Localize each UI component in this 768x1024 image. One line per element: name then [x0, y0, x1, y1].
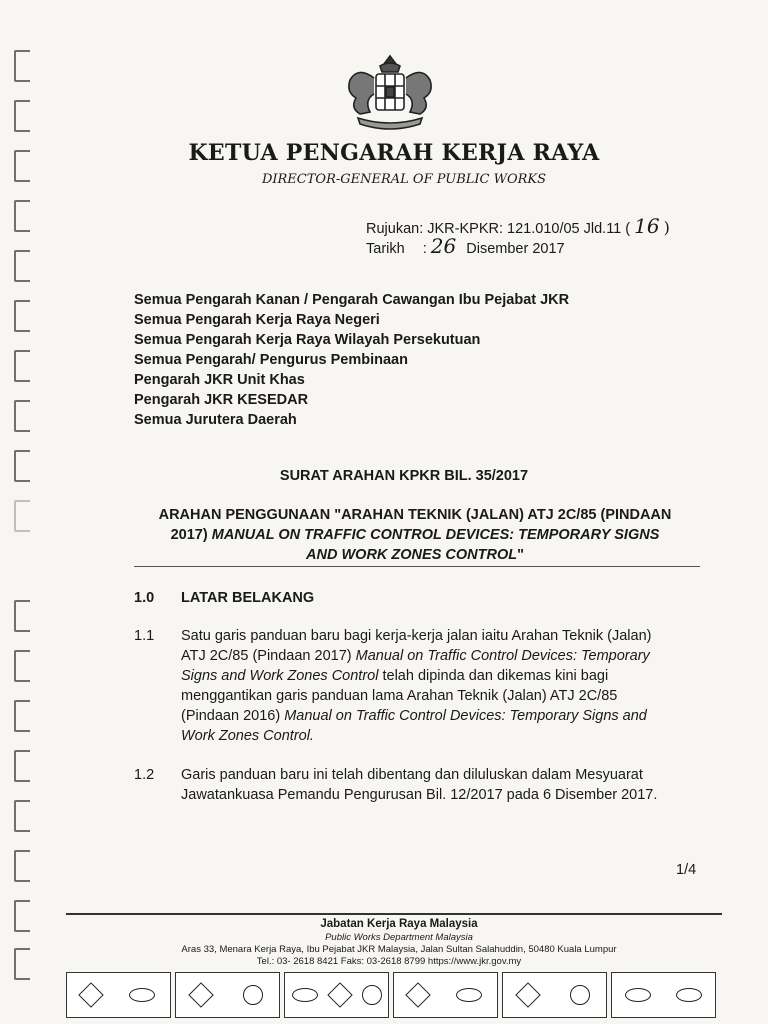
- subject: [130, 505, 700, 565]
- recipient-item: Semua Pengarah Kerja Raya Negeri: [134, 312, 380, 328]
- certification-logos: [66, 972, 716, 1018]
- binder-hole: [14, 700, 30, 732]
- paragraph-line: menggantikan garis panduan lama Arahan Teknik (Jalan) ATJ 2C/85: [181, 688, 618, 704]
- letterhead: [0, 140, 768, 187]
- ukas-mark-icon: [362, 985, 382, 1005]
- cert-circle-icon: [570, 985, 590, 1005]
- paragraph-body: [181, 765, 699, 805]
- cert-oval-icon: [625, 988, 651, 1002]
- quality-diamond-icon: [189, 982, 214, 1007]
- paragraph-text: (Pindaan 2016): [181, 708, 281, 724]
- paragraph-line: Jawatankuasa Pemandu Pengurusan Bil. 12/2017 pada 6 Disember 2017.: [181, 787, 658, 803]
- binder-hole: [14, 850, 30, 882]
- letterhead-subtitle: DIRECTOR-GENERAL OF PUBLIC WORKS: [261, 172, 547, 187]
- binder-hole: [14, 50, 30, 82]
- cert-oval-icon: [676, 988, 702, 1002]
- section-number: 1.0: [134, 590, 155, 606]
- binder-hole: [14, 400, 30, 432]
- certification-badge: [502, 972, 607, 1018]
- page-number: 1/4: [676, 862, 697, 878]
- footer-address: Aras 33, Menara Kerja Raya, Ibu Pejabat JKR Malaysia, Jalan Sultan Salahuddin, 50480 Kuala Lumpur: [181, 944, 617, 955]
- quality-diamond-icon: [78, 982, 103, 1007]
- paragraph-line: [181, 646, 699, 666]
- recipient-item: Semua Pengarah Kanan / Pengarah Cawangan Ibu Pejabat JKR: [134, 292, 570, 308]
- paragraph-line: Satu garis panduan baru bagi kerja-kerja jalan iaitu Arahan Teknik (Jalan): [181, 628, 652, 644]
- subject-text: 2017): [170, 527, 208, 543]
- letterhead-title: KETUA PENGARAH KERJA RAYA: [188, 140, 600, 166]
- subject-line: [130, 545, 700, 565]
- recipient-item: Semua Pengarah/ Pengurus Pembinaan: [134, 352, 408, 368]
- binder-hole: [14, 650, 30, 682]
- footer: [0, 918, 768, 967]
- date-colon: :: [422, 241, 427, 257]
- certification-badge: [66, 972, 171, 1018]
- paragraph-line: Garis panduan baru ini telah dibentang dan diluluskan dalam Mesyuarat: [181, 767, 643, 783]
- binder-hole: [14, 250, 30, 282]
- paragraph-text: telah dipinda dan dikemas kini bagi: [382, 668, 609, 684]
- paragraph-body: [181, 626, 699, 746]
- recipient-item: Semua Pengarah Kerja Raya Wilayah Persekutuan: [134, 332, 481, 348]
- cert-oval-icon: [292, 988, 318, 1002]
- quality-diamond-icon: [516, 982, 541, 1007]
- cert-oval-icon: [129, 988, 155, 1002]
- footer-org-en: Public Works Department Malaysia: [325, 932, 473, 943]
- subject-underline: [134, 566, 700, 567]
- recipient-item: Semua Jurutera Daerah: [134, 412, 297, 428]
- binder-hole: [14, 750, 30, 782]
- binder-hole: [14, 100, 30, 132]
- reference-label: Rujukan:: [366, 221, 424, 237]
- subject-text: ": [517, 547, 524, 563]
- binder-hole: [14, 500, 30, 532]
- paragraph-text-italic: Work Zones Control.: [181, 728, 314, 744]
- paragraph-number: 1.2: [134, 767, 155, 783]
- quality-diamond-icon: [405, 982, 430, 1007]
- binder-hole: [14, 200, 30, 232]
- subject-line: [130, 525, 700, 545]
- paragraph-line: [181, 706, 699, 726]
- date-line: [366, 234, 565, 258]
- section-title: LATAR BELAKANG: [181, 590, 315, 606]
- binder-hole: [14, 800, 30, 832]
- reference-handwritten-number: 16: [634, 214, 660, 238]
- paragraph-line: [181, 726, 699, 746]
- date-value: Disember 2017: [466, 241, 565, 257]
- subject-text-italic: AND WORK ZONES CONTROL: [306, 547, 518, 563]
- reference-close: ): [663, 218, 670, 237]
- cert-oval-icon: [456, 988, 482, 1002]
- footer-rule: [66, 913, 722, 915]
- paragraph-text-italic: Signs and Work Zones Control: [181, 668, 379, 684]
- coat-of-arms-emblem: [340, 52, 440, 136]
- paragraph-text: ATJ 2C/85 (Pindaan 2017): [181, 648, 352, 664]
- certification-badge: [393, 972, 498, 1018]
- recipients-list: [134, 290, 569, 430]
- subject-text-italic: MANUAL ON TRAFFIC CONTROL DEVICES: TEMPORARY SIGNS: [211, 527, 660, 543]
- certification-badge: [611, 972, 716, 1018]
- reference-value: JKR-KPKR: 121.010/05 Jld.11 (: [427, 221, 631, 237]
- footer-org: Jabatan Kerja Raya Malaysia: [320, 918, 478, 930]
- binder-hole: [14, 600, 30, 632]
- paragraph-number: 1.1: [134, 628, 155, 644]
- letter-title: SURAT ARAHAN KPKR BIL. 35/2017: [279, 468, 529, 484]
- date-label: Tarikh: [366, 241, 405, 257]
- paragraph-text-italic: Manual on Traffic Control Devices: Temporary Signs and: [284, 708, 647, 724]
- binder-hole: [14, 300, 30, 332]
- ukas-mark-icon: [243, 985, 263, 1005]
- quality-diamond-icon: [327, 982, 352, 1007]
- certification-badge: [175, 972, 280, 1018]
- paragraph-text-italic: Manual on Traffic Control Devices: Temporary: [355, 648, 650, 664]
- date-handwritten-day: 26: [430, 234, 457, 258]
- certification-badge: [284, 972, 389, 1018]
- binder-hole: [14, 350, 30, 382]
- paragraph-line: [181, 666, 699, 686]
- recipient-item: Pengarah JKR KESEDAR: [134, 392, 309, 408]
- footer-contact: Tel.: 03- 2618 8421 Faks: 03-2618 8799 https://www.jkr.gov.my: [256, 956, 522, 967]
- subject-line: ARAHAN PENGGUNAAN "ARAHAN TEKNIK (JALAN) ATJ 2C/85 (PINDAAN: [158, 507, 672, 523]
- recipient-item: Pengarah JKR Unit Khas: [134, 372, 305, 388]
